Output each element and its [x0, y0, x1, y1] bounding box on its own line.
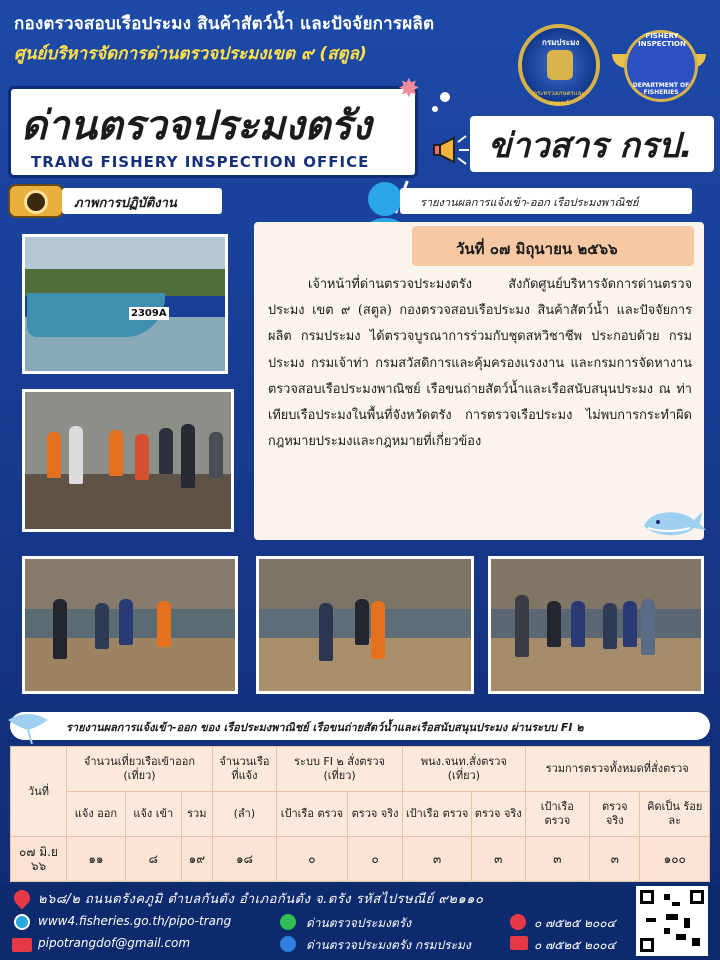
footer-phone: ๐ ๗๕๒๕ ๒๐๐๔: [534, 916, 616, 930]
line-icon: [280, 914, 296, 930]
footer-address: ๒๖๘/๒ ถนนตรังคภูมิ ตำบลกันตัง อำเภอกันตัง จ.ตรัง รหัสไปรษณีย์ ๙๒๑๑๐: [38, 892, 484, 907]
bubble-icon: [384, 150, 391, 157]
office-title-box: [8, 86, 418, 178]
header-department: กองตรวจสอบเรือประมง สินค้าสัตว์น้ำ และปัจจัยการผลิต: [14, 14, 435, 34]
cell-in: ๘: [125, 837, 181, 882]
photo-fishing-boat: [22, 234, 228, 374]
starfish-icon: ✸: [398, 74, 420, 104]
whale-icon: [640, 498, 706, 542]
report-table: [10, 746, 710, 882]
date-bar: [412, 226, 694, 266]
fax-icon: [510, 936, 528, 950]
table-row: [11, 837, 710, 882]
mail-icon: [12, 938, 32, 952]
footer-facebook[interactable]: ด่านตรวจประมงตรัง กรมประมง: [306, 938, 471, 952]
activities-label: ภาพการปฏิบัติงาน: [74, 196, 177, 211]
news-label: ข่าวสาร กรป.: [488, 126, 693, 166]
table-header-row: [11, 747, 710, 792]
globe-icon: [14, 914, 30, 930]
cell-pn-actual: ๓: [472, 837, 525, 882]
sub-pn-target: เป้าเรือ ตรวจ: [403, 792, 472, 837]
header-boats: จำนวนเรือ ที่แจ้ง: [212, 747, 276, 792]
stingray-icon: [6, 706, 50, 746]
footer-fax: ๐ ๗๕๒๕ ๒๐๐๔: [534, 938, 616, 952]
cell-fi-actual: ๐: [347, 837, 402, 882]
footer-email[interactable]: pipotrangdof@gmail.com: [38, 936, 191, 950]
fi-logo-bottom-text: DEPARTMENT OF FISHERIES: [632, 82, 690, 96]
sub-tot-actual: ตรวจ จริง: [590, 792, 640, 837]
boat-registration: 2309A: [131, 308, 167, 319]
article-date: วันที่ ๐๗ มิถุนายน ๒๕๖๖: [456, 240, 618, 258]
sub-pn-actual: ตรวจ จริง: [472, 792, 525, 837]
sub-fi-actual: ตรวจ จริง: [347, 792, 402, 837]
location-pin-icon: [11, 887, 34, 910]
photo-pier-inspection-2: [256, 556, 474, 694]
report-label-box: [400, 188, 692, 214]
cell-pn-target: ๓: [403, 837, 472, 882]
fi-logo-top-text: FISHERY INSPECTION: [638, 32, 686, 48]
report-label: รายงานผลการแจ้งเข้า-ออก เรือประมงพาณิชย์: [420, 196, 639, 209]
sub-in: แจ้ง เข้า: [125, 792, 181, 837]
activities-label-box: [62, 188, 222, 214]
header-date: วันที่: [11, 747, 67, 837]
sub-pct: คิดเป็น ร้อยละ: [640, 792, 710, 837]
table-banner: [10, 712, 710, 740]
table-subheader-row: [11, 792, 710, 837]
cell-fi-target: ๐: [276, 837, 347, 882]
bubble-icon: [440, 92, 450, 102]
cell-sum: ๑๙: [181, 837, 212, 882]
photo-pier-inspection-3: [488, 556, 704, 694]
header-pnong: พนง.จนท.สั่งตรวจ (เที่ยว): [403, 747, 525, 792]
garuda-emblem-icon: [547, 50, 573, 80]
table-banner-text: รายงานผลการแจ้งเข้า-ออก ของ เรือประมงพาณิชย์ เรือขนถ่ายสัตว์น้ำและเรือสนับสนุนประมง ผ่านระบบ FI ๒: [66, 721, 584, 734]
sub-tot-target: เป้าเรือ ตรวจ: [525, 792, 590, 837]
sub-unit: (ลำ): [212, 792, 276, 837]
cell-pct: ๑๐๐: [640, 837, 710, 882]
cell-boats: ๑๘: [212, 837, 276, 882]
camera-icon: [8, 184, 64, 218]
footer-website[interactable]: www4.fisheries.go.th/pipo-trang: [38, 914, 232, 928]
cell-tot-target: ๓: [525, 837, 590, 882]
sub-fi-target: เป้าเรือ ตรวจ: [276, 792, 347, 837]
header-fi2: ระบบ FI ๒ สั่งตรวจ (เที่ยว): [276, 747, 402, 792]
megaphone-icon: [432, 130, 472, 170]
news-label-box: [470, 116, 714, 172]
fishery-inspection-logo: [612, 24, 708, 104]
photo-inspection-team: [22, 389, 234, 532]
office-title-english: TRANG FISHERY INSPECTION OFFICE: [31, 153, 370, 171]
photo-pier-inspection-1: [22, 556, 238, 694]
dof-seal-text: กรมประมง: [542, 38, 580, 47]
office-title-thai: ด่านตรวจประมงตรัง: [21, 103, 372, 149]
article-card: [254, 222, 704, 540]
facebook-icon: [280, 936, 296, 952]
header-total: รวมการตรวจทั้งหมดที่สั่งตรวจ: [525, 747, 710, 792]
dof-seal-band: กระทรวงเกษตรและสหกรณ์: [533, 90, 585, 107]
dof-seal-logo: [518, 24, 600, 106]
bubble-icon: [432, 106, 438, 112]
phone-icon: [510, 914, 526, 930]
footer-line[interactable]: ด่านตรวจประมงตรัง: [306, 916, 412, 930]
article-body: เจ้าหน้าที่ด่านตรวจประมงตรัง สังกัดศูนย์บริหารจัดการด่านตรวจประมง เขต ๙ (สตูล) กองตรวจสอบเรือประมง สินค้าสัตว์น้ำ และปัจจัยการผลิต กรมประมง ได้ตรวจบูรณาการร่วมกับชุดสหวิชาชีพ ประกอบด้วย กรมประมง กรมเจ้าท่า กรมสวัสดิการและคุ้มครองแรงงาน และกรมการจัดหางาน ตรวจสอบเรือประมงพาณิชย์ เรือขนถ่ายสัตว์น้ำและเรือสนับสนุนประมง ณ ท่าเทียบเรือประมงในพื้นที่จังหวัดตรัง การตรวจเรือประมง ไม่พบการกระทำผิดกฎหมายประมงและกฎหมายที่เกี่ยวข้อง: [268, 277, 692, 450]
sub-sum: รวม: [181, 792, 212, 837]
footer: [0, 884, 720, 960]
cell-date: ๐๗ มิ.ย ๖๖: [11, 837, 67, 882]
header-center: ศูนย์บริหารจัดการด่านตรวจประมงเขต ๙ (สตูล): [14, 44, 367, 64]
header-trips: จำนวนเที่ยวเรือเข้าออก (เที่ยว): [67, 747, 213, 792]
sub-out: แจ้ง ออก: [67, 792, 126, 837]
cell-out: ๑๑: [67, 837, 126, 882]
qr-code-icon[interactable]: [636, 886, 708, 956]
cell-tot-actual: ๓: [590, 837, 640, 882]
